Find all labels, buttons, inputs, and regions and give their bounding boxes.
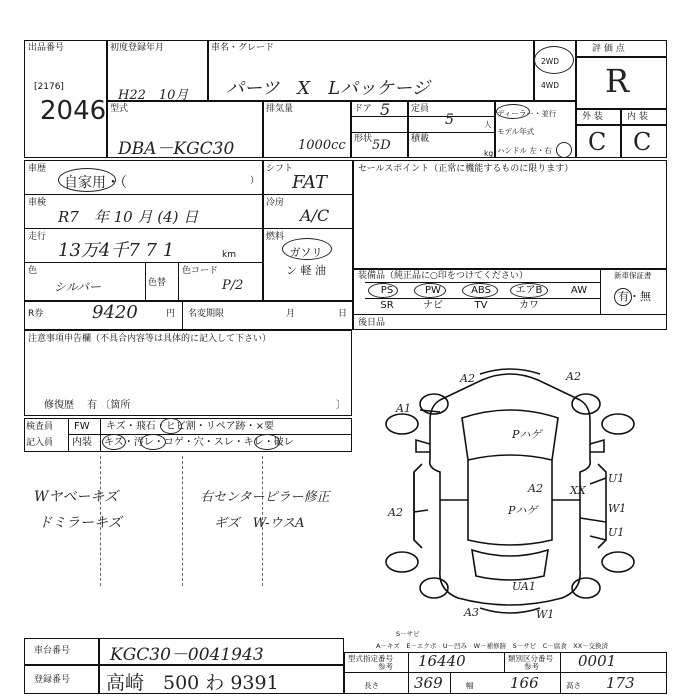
width-value: 166: [510, 674, 539, 692]
delivery-label: 後日品: [358, 318, 386, 328]
name-change-day: 日: [338, 309, 348, 319]
cooling-label: 冷房: [266, 198, 285, 208]
model-designation-value: 16440: [418, 652, 466, 670]
interior-label: 内 装: [627, 112, 648, 122]
doors-value: 5: [380, 100, 391, 119]
entry-person-label: 記入員: [26, 438, 54, 448]
fuel-gasoline-circle: [282, 238, 332, 260]
capacity-value: 5: [445, 112, 454, 128]
displacement-label: 排気量: [266, 104, 294, 114]
warranty-value: 有・無: [618, 290, 651, 303]
exterior-label: 外 装: [582, 112, 603, 122]
category-number-label: 類別区分番号: [508, 654, 553, 663]
evaluation-label: 評 価 点: [592, 44, 625, 54]
history-private-circle: [58, 168, 116, 192]
note-mirror: ドミラーキズ: [38, 515, 122, 531]
check-fw-items: キズ・飛石・ヒビ割・リペア跡・×要: [106, 421, 274, 432]
equipment-item: AW: [570, 285, 588, 296]
chassis-number-label: 車台番号: [34, 646, 71, 656]
check-wear-circle: [254, 434, 280, 450]
check-fw-head: FW: [74, 421, 90, 432]
fuel-label: 燃料: [266, 232, 285, 242]
recycle-label: R券: [28, 309, 44, 319]
note-center-pillar-2: ギズ W-ウスA: [214, 516, 305, 531]
car-name-value: パーツ X Lパッケージ: [226, 78, 430, 99]
diag-a2-top-right: A2: [566, 370, 581, 383]
note-center-pillar: 右センターピラー修正: [200, 490, 330, 505]
mileage-value: 13万4千7 7 1: [58, 240, 175, 261]
check-interior-head: 内装: [72, 437, 92, 448]
exterior-grade: C: [588, 128, 607, 156]
equipment-item: TV: [474, 300, 488, 311]
equipment-item: ABS: [471, 285, 491, 296]
repair-label: 修復歴 有 〔箇所: [44, 400, 131, 411]
person-label: 人: [484, 120, 492, 129]
shift-label: シフト: [266, 164, 294, 174]
category-number-ref: 参考: [524, 662, 539, 671]
color-code-label: 色コード: [182, 266, 219, 276]
height-value: 173: [606, 674, 635, 692]
history-value: 自家用・（: [64, 175, 127, 191]
category-number-value: 0001: [578, 652, 617, 670]
diag-u1-right: U1: [608, 472, 625, 485]
check-interior-items: キズ・汚レ・コゲ・穴・スレ・キレ・破レ: [104, 437, 294, 448]
recycle-value: 9420: [92, 302, 138, 323]
capacity-label: 定員: [411, 104, 430, 114]
km-label: km: [222, 250, 236, 260]
inspector-label: 検査員: [26, 422, 54, 432]
dealer-circle: [496, 104, 530, 119]
color-value: シルバー: [54, 280, 101, 294]
equipment-item: PW: [425, 285, 441, 296]
equipment-item: PS: [380, 285, 394, 296]
reg-number-value: 高崎 500 わ 9391: [106, 672, 279, 694]
drive-4wd: 4WD: [541, 81, 559, 90]
inspection-label: 車検: [28, 198, 47, 208]
diag-paint-peel-body: Pハゲ: [508, 504, 538, 517]
displacement-value: 1000cc: [298, 138, 346, 153]
car-name-label: 車名・グレード: [211, 43, 275, 53]
warranty-label: 新車保証書: [614, 271, 652, 280]
check-dirt-circle: [140, 434, 166, 450]
reg-number-label: 登録番号: [34, 675, 71, 685]
lot-number-label: 出品番号: [28, 43, 65, 53]
model-year-label: モデル年式: [497, 127, 535, 136]
load-label: 積載: [411, 134, 430, 144]
handle-label: ハンドル 左・右: [497, 146, 552, 155]
note-wiper: Wヤベーキズ: [34, 489, 119, 505]
diag-a2-center: A2: [528, 482, 543, 495]
yen-label: 円: [166, 309, 176, 319]
shape-value: 5D: [372, 138, 391, 153]
check-scratch-circle: [102, 434, 126, 450]
color-change-label: 色替: [148, 278, 167, 288]
chassis-number-value: KGC30－0041943: [110, 645, 264, 665]
warranty-yes-circle: [614, 288, 632, 306]
sales-points-label: セールスポイント（正常に機能するものに限ります）: [358, 164, 574, 174]
notes-label: 注意事項申告欄（不具合内容等は具体的に記入して下さい）: [28, 334, 272, 344]
damage-legend-rust: S－サビ: [396, 630, 420, 638]
name-change-label: 名変期限: [188, 309, 225, 319]
model-designation-label: 型式指定番号: [348, 654, 393, 663]
diag-ua1-rear: UA1: [512, 580, 536, 593]
dealer-label: ディーラー・並行: [497, 109, 557, 118]
diag-a2-left: A2: [388, 506, 403, 519]
cooling-value: A/C: [300, 206, 330, 225]
shift-value: FAT: [292, 172, 327, 193]
diag-w1-rear: W1: [536, 608, 555, 621]
model-label: 型式: [110, 104, 129, 114]
first-registration-label: 初度登録年月: [110, 43, 165, 53]
equipment-item: SR: [380, 300, 394, 311]
diag-a3-rear: A3: [464, 606, 479, 619]
drive-2wd-circle: [534, 46, 574, 74]
color-label: 色: [28, 266, 38, 276]
diag-paint-peel-roof: Pハゲ: [512, 428, 542, 441]
first-registration-value: H22 10月: [118, 88, 189, 103]
diag-a2-top-left: A2: [460, 372, 475, 385]
inspection-value: R7 年 10 月 (4) 日: [58, 208, 199, 226]
mileage-label: 走行: [28, 232, 47, 242]
history-label: 車歴: [28, 164, 47, 174]
car-diagram: [352, 340, 668, 630]
diag-u1-right-2: U1: [608, 526, 625, 539]
name-change-month: 月: [286, 309, 296, 319]
kg-label: kg: [484, 149, 494, 158]
diag-xx: XX: [570, 484, 586, 497]
model-designation-ref: 参考: [378, 662, 393, 671]
check-chip-circle: [160, 418, 182, 434]
evaluation-grade: R: [605, 62, 630, 100]
diag-a1-left: A1: [396, 402, 411, 415]
repair-close: 〕: [336, 400, 346, 411]
height-label: 高さ: [566, 681, 581, 690]
equipment-item: エアB: [515, 285, 543, 296]
drive-2wd: 2WD: [541, 57, 559, 66]
fuel-options: ガソリン 軽 油: [286, 246, 326, 277]
damage-legend: A－キズ E－エクボ U－凹み W－補修跡 S－サビ C－腐食 XX－交換済: [376, 642, 609, 650]
equipment-item: カワ: [519, 300, 539, 311]
color-code-value: P/2: [222, 278, 244, 293]
handle-right-circle: [556, 142, 572, 158]
diag-w1-right: W1: [608, 502, 627, 515]
lot-number-value: 2046: [40, 96, 107, 126]
equipment-item: ナビ: [423, 300, 443, 311]
length-value: 369: [414, 674, 443, 692]
interior-grade: C: [633, 128, 652, 156]
equipment-label: 装備品（純正品に○印をつけてください）: [358, 271, 528, 281]
model-value: DBA－KGC30: [118, 139, 235, 159]
length-label: 長さ: [364, 681, 379, 690]
doors-label: ドア: [354, 104, 372, 114]
width-label: 幅: [466, 681, 474, 690]
shape-label: 形状: [354, 134, 373, 144]
lot-code: [2176]: [34, 82, 64, 92]
history-close: ）: [250, 176, 260, 186]
